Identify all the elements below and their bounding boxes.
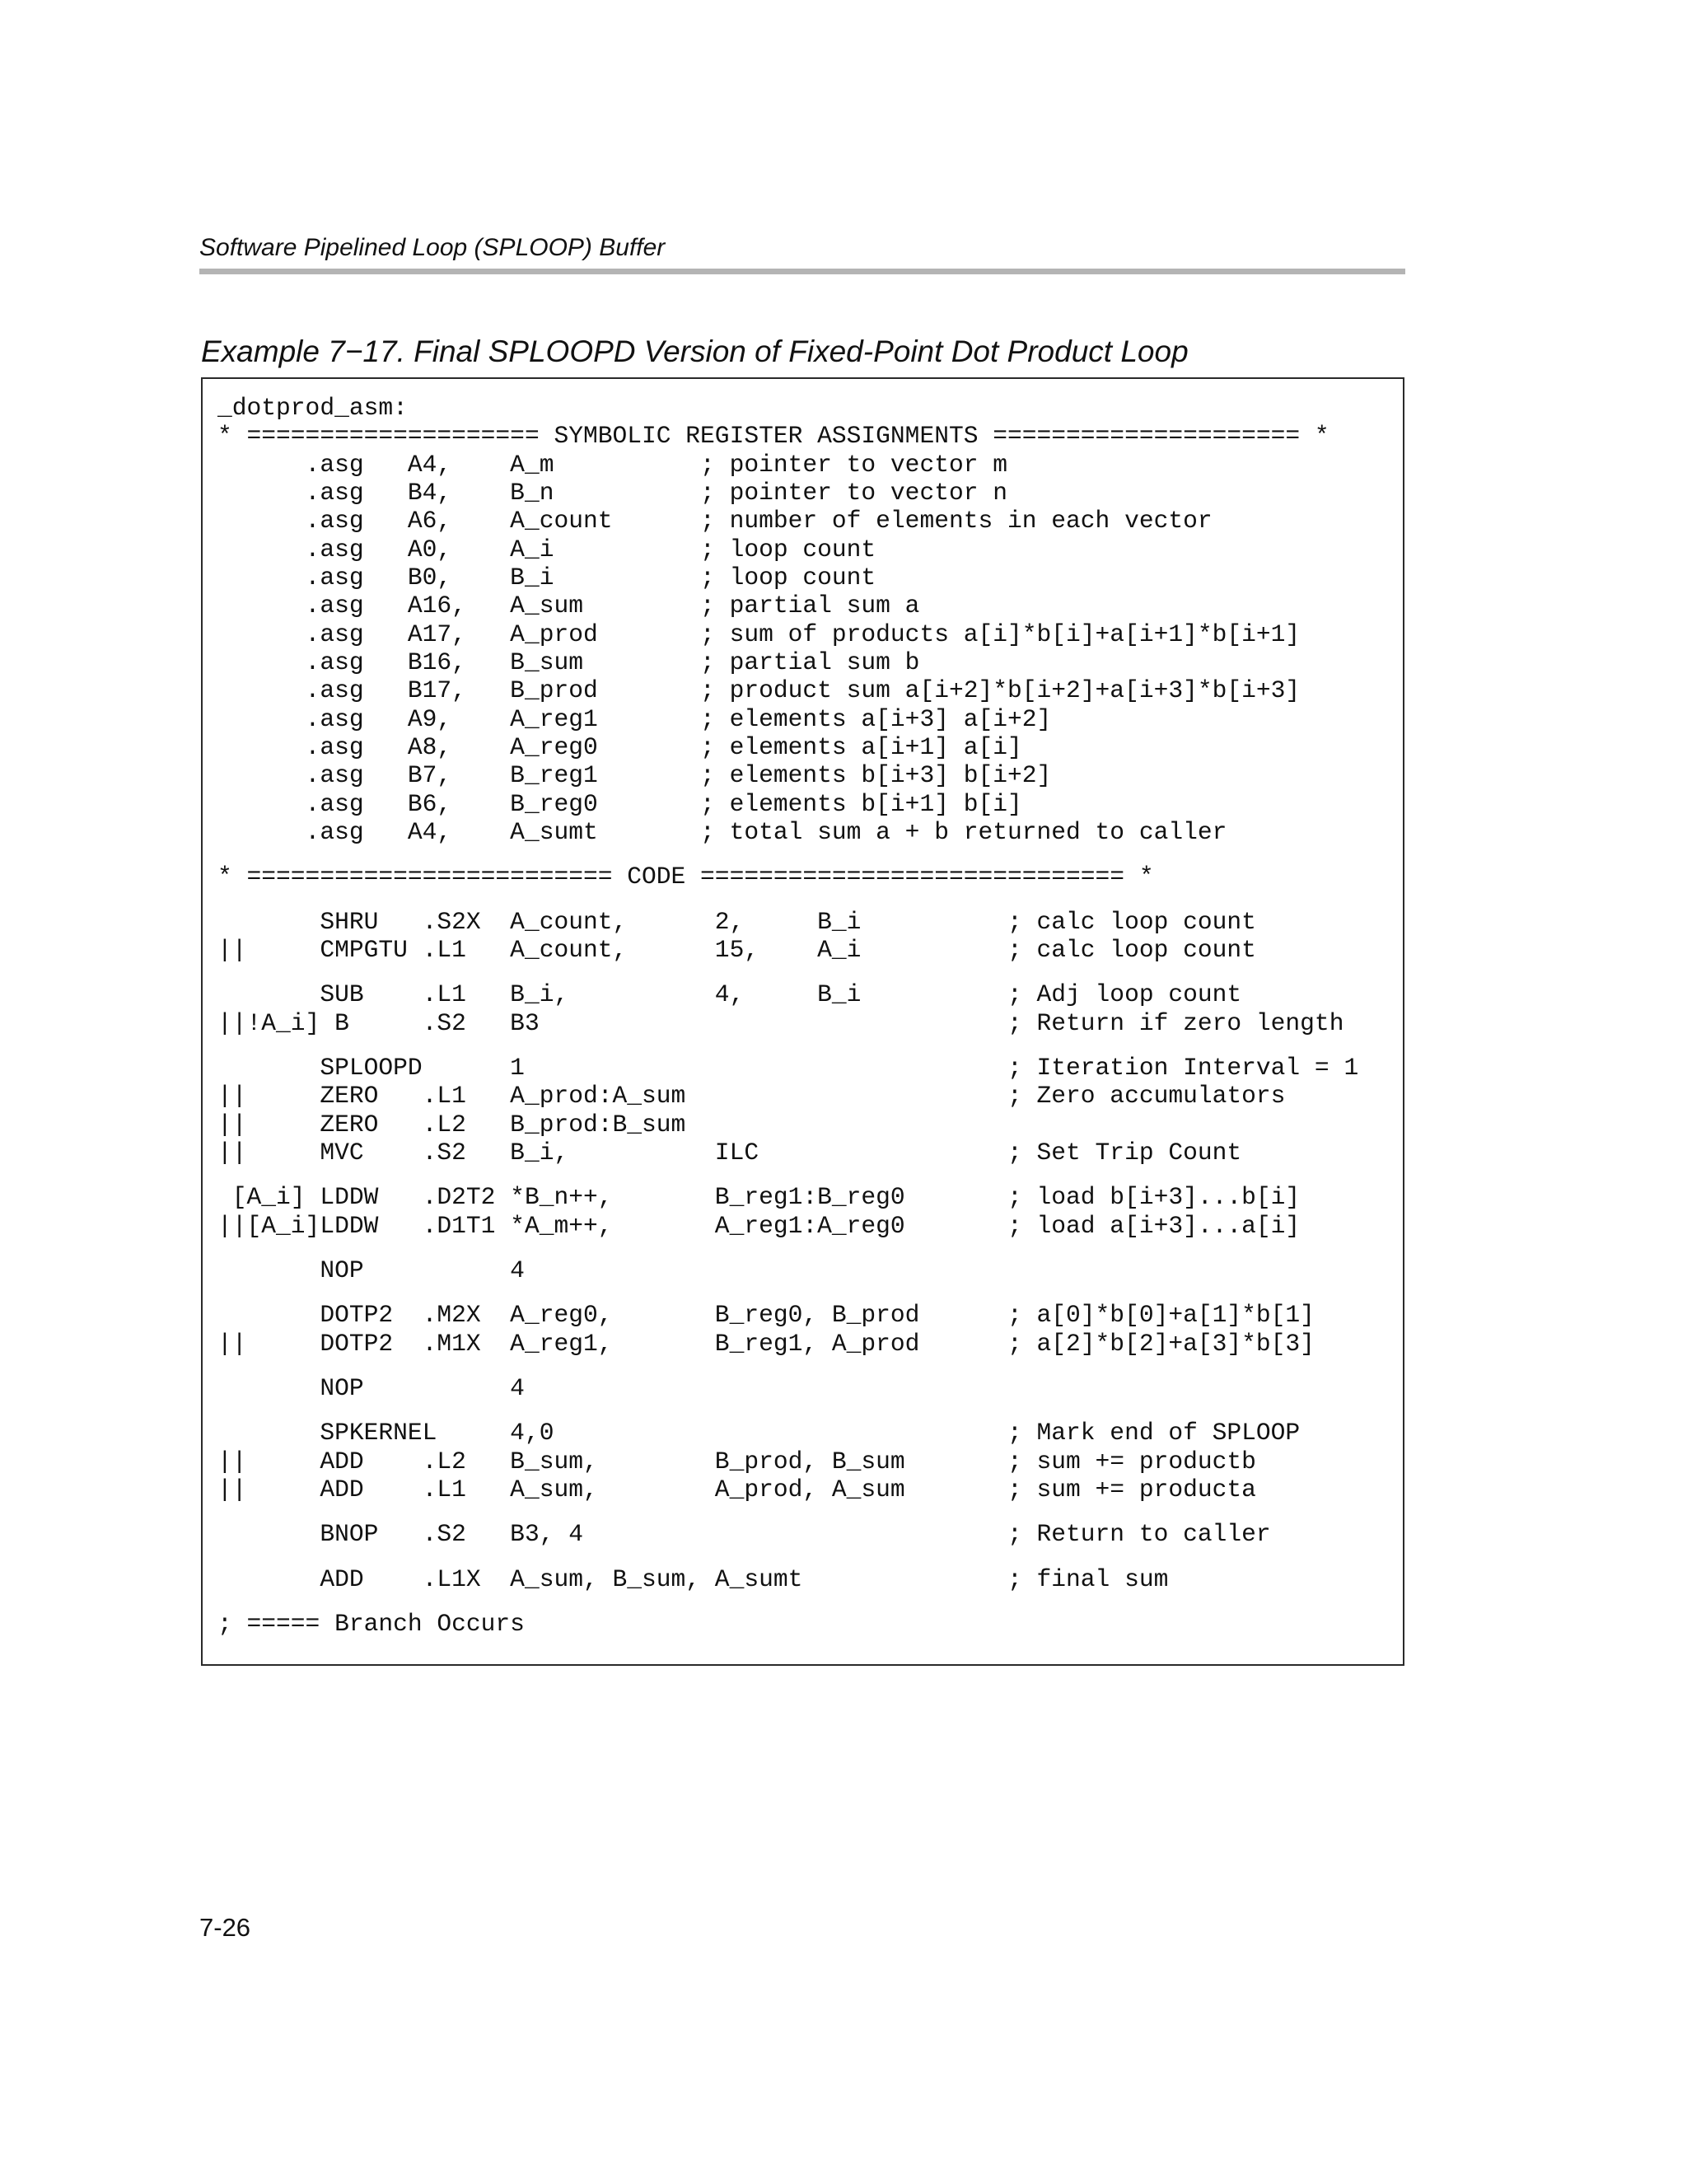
code-instruction-line: || ADD .L1 A_sum, A_prod, A_sum ; sum += producta: [217, 1475, 1256, 1504]
code-instruction-line: ||!A_i] B .S2 B3 ; Return if zero length: [217, 1009, 1344, 1037]
code-instruction-line: NOP 4: [217, 1256, 525, 1284]
code-instruction-line: || MVC .S2 B_i, ILC ; Set Trip Count: [217, 1139, 1242, 1167]
code-instruction-line: || CMPGTU .L1 A_count, 15, A_i ; calc loop count: [217, 936, 1256, 964]
code-instruction-line: SUB .L1 B_i, 4, B_i ; Adj loop count: [217, 980, 1242, 1008]
code-comment-line: ; ===== Branch Occurs: [217, 1610, 525, 1638]
code-instruction-line: DOTP2 .M2X A_reg0, B_reg0, B_prod ; a[0]*b[0]+a[1]*b[1]: [217, 1301, 1315, 1329]
code-asg-line: .asg A17, A_prod ; sum of products a[i]*b[i]+a[i+1]*b[i+1]: [217, 620, 1301, 648]
code-asg-line: .asg B6, B_reg0 ; elements b[i+1] b[i]: [217, 790, 1022, 818]
code-label-line: _dotprod_asm:: [217, 394, 408, 422]
code-instruction-line: ||[A_i]LDDW .D1T1 *A_m++, A_reg1:A_reg0 ; load a[i+3]...a[i]: [217, 1212, 1301, 1240]
code-instruction-line: ADD .L1X A_sum, B_sum, A_sumt ; final sum: [217, 1565, 1169, 1593]
code-instruction-line: SPLOOPD 1 ; Iteration Interval = 1: [217, 1054, 1359, 1082]
code-asg-line: .asg A8, A_reg0 ; elements a[i+1] a[i]: [217, 733, 1022, 761]
code-asg-line: .asg B16, B_sum ; partial sum b: [217, 648, 920, 676]
page-number: 7-26: [199, 1913, 251, 1942]
code-asg-line: .asg A9, A_reg1 ; elements a[i+3] a[i+2]: [217, 705, 1052, 733]
code-asg-line: .asg B4, B_n ; pointer to vector n: [217, 479, 1007, 507]
code-instruction-line: NOP 4: [217, 1374, 525, 1402]
example-caption: Example 7−17. Final SPLOOPD Version of Fixed-Point Dot Product Loop: [201, 334, 1189, 368]
code-instruction-line: [A_i] LDDW .D2T2 *B_n++, B_reg1:B_reg0 ; load b[i+3]...b[i]: [217, 1183, 1301, 1211]
code-instruction-line: || ZERO .L2 B_prod:B_sum: [217, 1111, 686, 1139]
code-asg-line: .asg A6, A_count ; number of elements in each vector: [217, 507, 1213, 535]
code-asg-line: .asg B0, B_i ; loop count: [217, 564, 876, 592]
code-asg-line: .asg A16, A_sum ; partial sum a: [217, 592, 920, 620]
code-asg-line: .asg B17, B_prod ; product sum a[i+2]*b[i+2]+a[i+3]*b[i+3]: [217, 676, 1301, 704]
header-rule: [199, 269, 1405, 274]
code-instruction-line: SPKERNEL 4,0 ; Mark end of SPLOOP: [217, 1419, 1301, 1447]
code-asg-line: .asg B7, B_reg1 ; elements b[i+3] b[i+2]: [217, 761, 1052, 789]
running-header: Software Pipelined Loop (SPLOOP) Buffer: [199, 234, 666, 261]
code-comment-line: * ==================== SYMBOLIC REGISTER ASSIGNMENTS ===================== *: [217, 422, 1330, 450]
code-comment-line: * ========================= CODE ============================= *: [217, 863, 1154, 891]
code-instruction-line: || ZERO .L1 A_prod:A_sum ; Zero accumulators: [217, 1082, 1286, 1110]
code-asg-line: .asg A4, A_sumt ; total sum a + b returned to caller: [217, 818, 1227, 846]
code-instruction-line: BNOP .S2 B3, 4 ; Return to caller: [217, 1520, 1271, 1548]
code-instruction-line: || DOTP2 .M1X A_reg1, B_reg1, A_prod ; a[2]*b[2]+a[3]*b[3]: [217, 1330, 1315, 1358]
code-asg-line: .asg A4, A_m ; pointer to vector m: [217, 451, 1007, 479]
code-asg-line: .asg A0, A_i ; loop count: [217, 535, 876, 564]
code-instruction-line: || ADD .L2 B_sum, B_prod, B_sum ; sum += productb: [217, 1447, 1256, 1475]
code-instruction-line: SHRU .S2X A_count, 2, B_i ; calc loop count: [217, 908, 1256, 936]
